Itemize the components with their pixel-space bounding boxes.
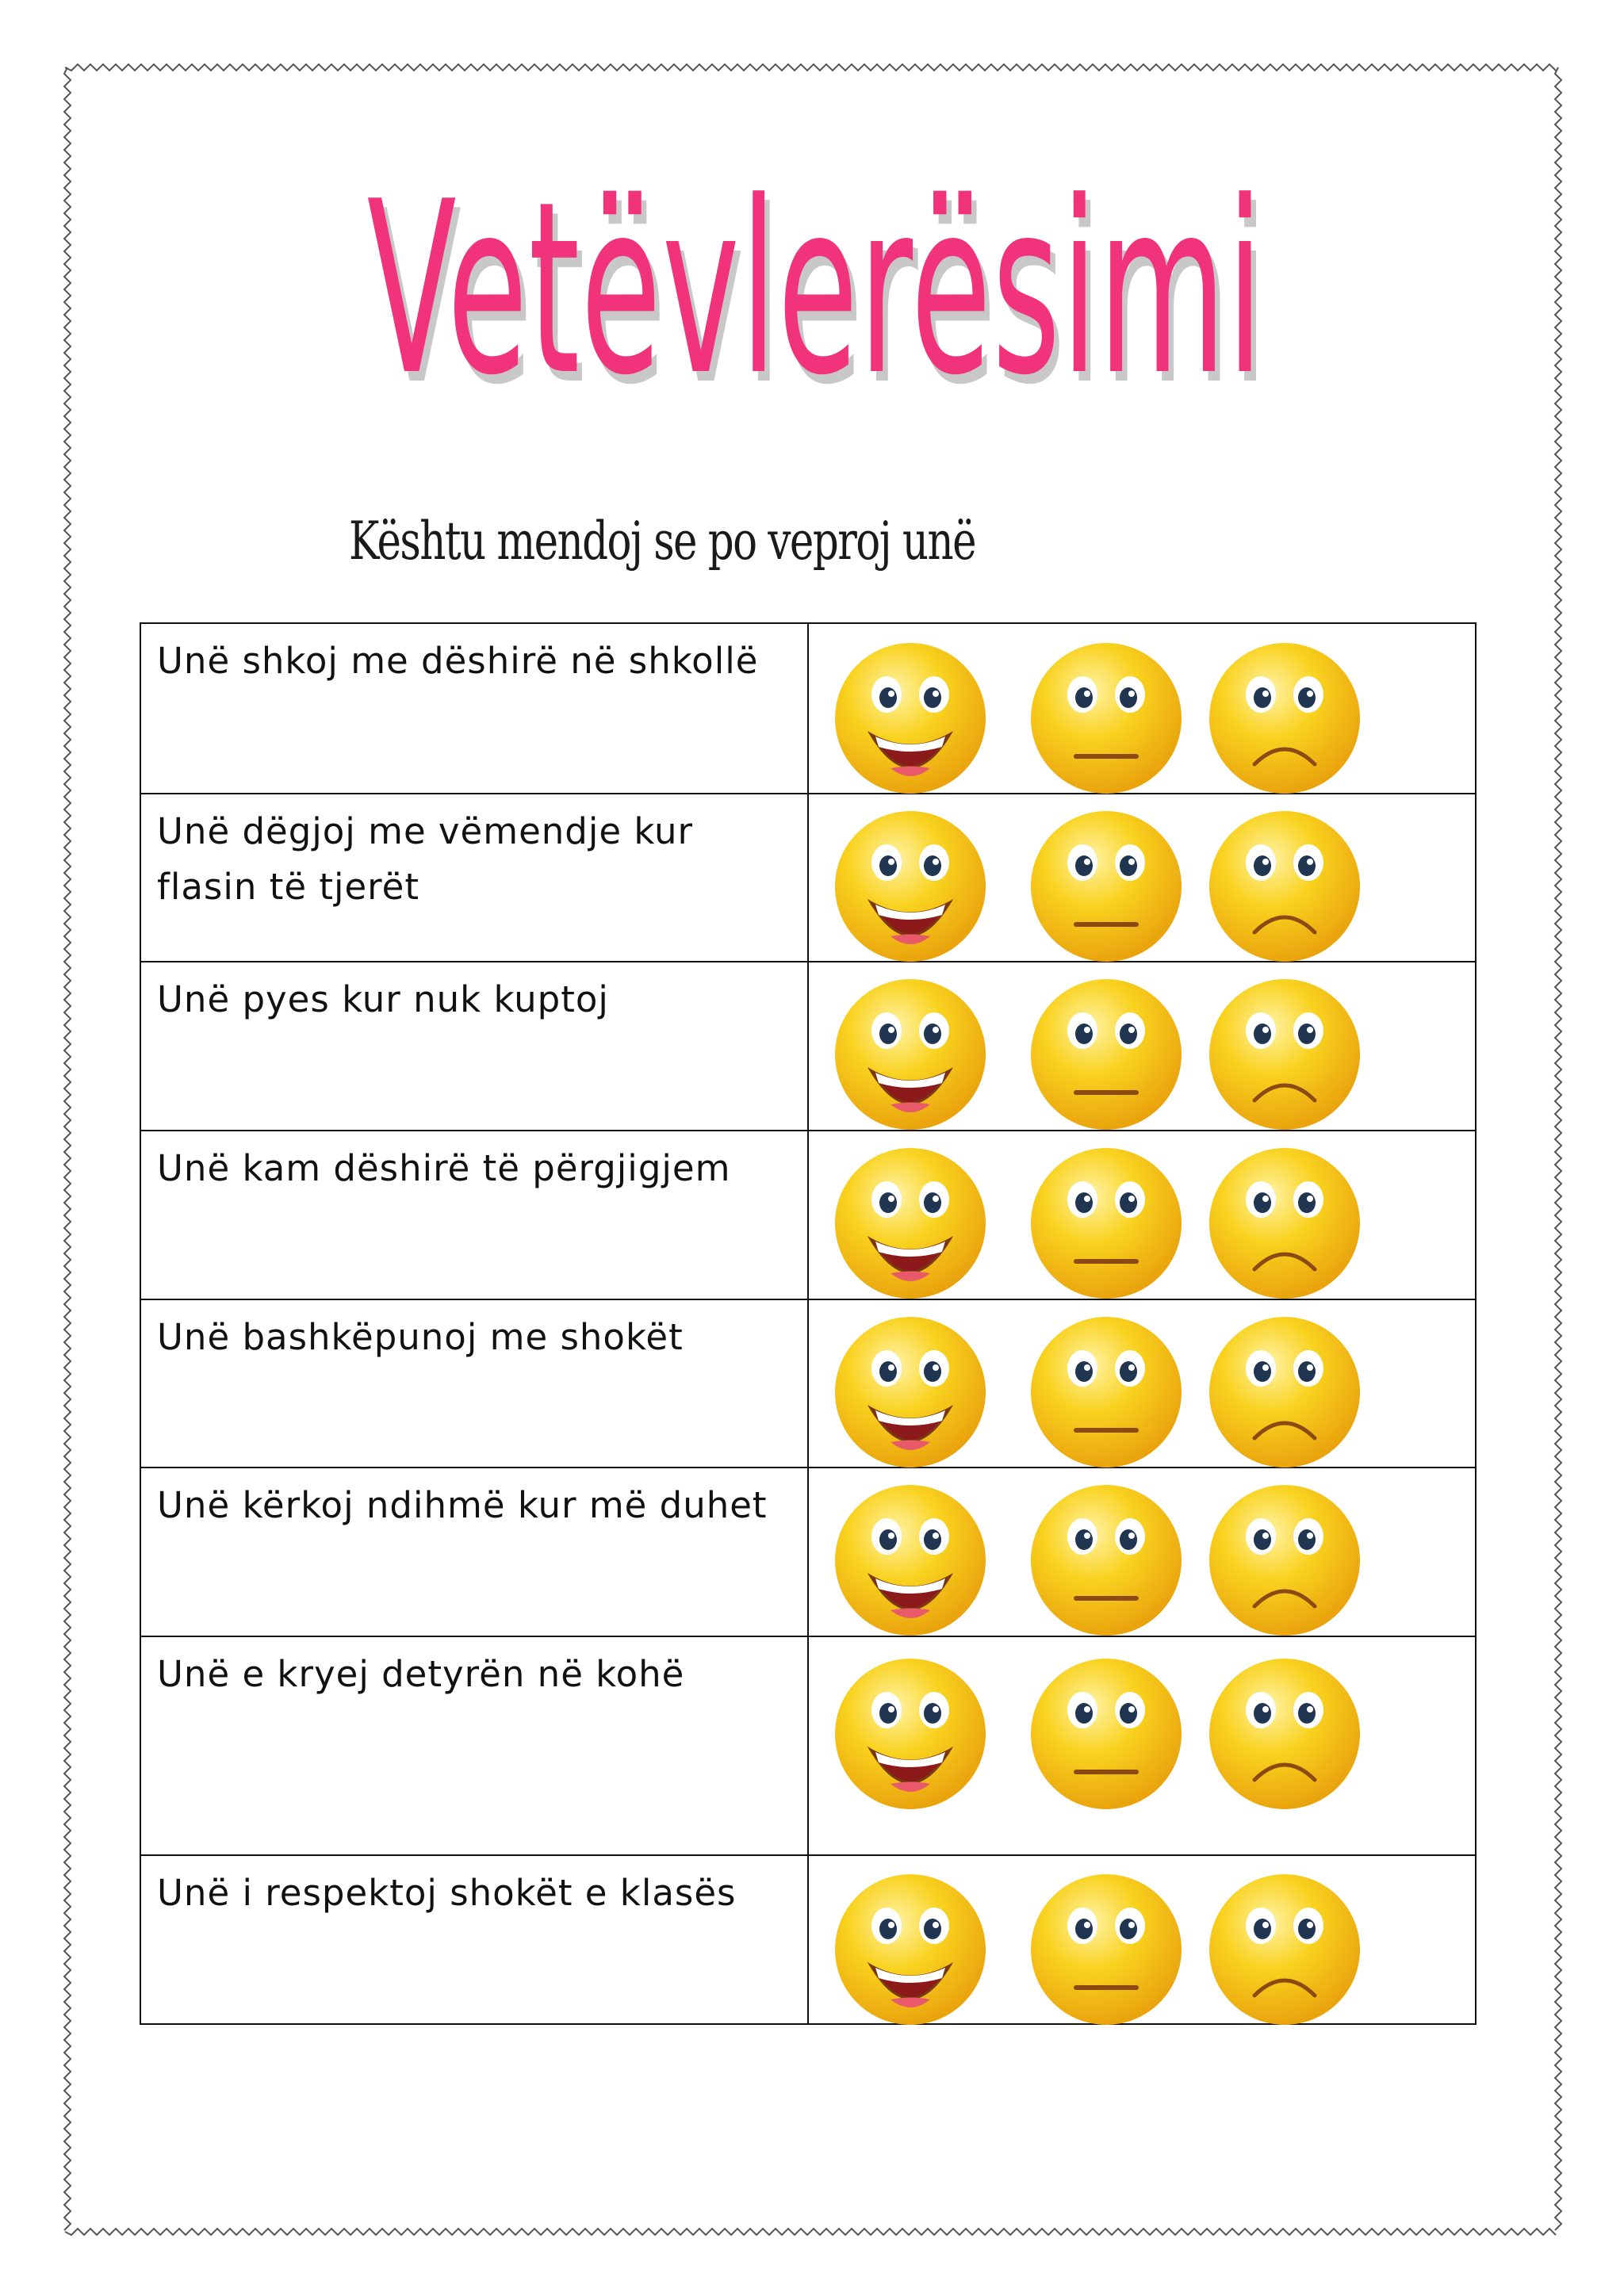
statement-cell [140,1855,808,2024]
sad-face-icon[interactable] [1205,1142,1364,1301]
neutral-face-icon[interactable] [1027,974,1185,1132]
statement-row [140,962,1476,1131]
neutral-face-icon[interactable] [1027,1142,1185,1301]
statement-cell [140,623,808,794]
rating-faces-cell [808,1855,1476,2024]
neutral-face-icon[interactable] [1027,1479,1185,1638]
sad-face-icon[interactable] [1205,637,1364,796]
neutral-face-icon[interactable] [1027,1869,1185,2027]
statement-row [140,1131,1476,1299]
statement-text: Unë shkoj me dëshirë në shkollë [157,640,759,682]
neutral-face-icon[interactable] [1027,1653,1185,1812]
happy-face-icon[interactable] [831,1869,990,2027]
rating-faces-cell [808,1468,1476,1636]
statement-row [140,794,1476,962]
statement-cell [140,794,808,962]
neutral-face-icon[interactable] [1027,637,1185,796]
happy-face-icon[interactable] [831,1479,990,1638]
statement-cell [140,1468,808,1636]
statement-text: Unë e kryej detyrën në kohë [157,1653,685,1695]
rating-faces-cell [808,623,1476,794]
self-assessment-table [140,622,1477,2025]
happy-face-icon[interactable] [831,974,990,1132]
statement-text: Unë kam dëshirë të përgjigjem [157,1147,731,1189]
statement-text: Unë bashkëpunoj me shokët [157,1316,684,1358]
rating-faces-cell [808,1636,1476,1855]
happy-face-icon[interactable] [831,1311,990,1470]
happy-face-icon[interactable] [831,1142,990,1301]
sad-face-icon[interactable] [1205,1479,1364,1638]
statement-cell [140,1636,808,1855]
statement-text: Unë dëgjoj me vëmendje kur flasin të tjerët [157,810,694,908]
statement-row [140,1855,1476,2024]
rating-faces-cell [808,1299,1476,1468]
statement-text: Unë i respektoj shokët e klasës [157,1872,737,1914]
happy-face-icon[interactable] [831,806,990,964]
statement-row [140,1299,1476,1468]
sad-face-icon[interactable] [1205,1869,1364,2027]
sad-face-icon[interactable] [1205,974,1364,1132]
rating-faces-cell [808,1131,1476,1299]
sad-face-icon[interactable] [1205,1311,1364,1470]
happy-face-icon[interactable] [831,637,990,796]
neutral-face-icon[interactable] [1027,1311,1185,1470]
statement-text: Unë pyes kur nuk kuptoj [157,978,609,1020]
page-title: Vetëvlerësimi [366,151,1264,427]
statement-row [140,1636,1476,1855]
happy-face-icon[interactable] [831,1653,990,1812]
rating-faces-cell [808,962,1476,1131]
statement-text: Unë kërkoj ndihmë kur më duhet [157,1484,768,1526]
statement-cell [140,962,808,1131]
statement-cell [140,1131,808,1299]
statement-row [140,1468,1476,1636]
neutral-face-icon[interactable] [1027,806,1185,964]
statement-row [140,623,1476,794]
page-subtitle: Kështu mendoj se po veproj unë [349,511,976,572]
sad-face-icon[interactable] [1205,1653,1364,1812]
statement-cell [140,1299,808,1468]
sad-face-icon[interactable] [1205,806,1364,964]
rating-faces-cell [808,794,1476,962]
